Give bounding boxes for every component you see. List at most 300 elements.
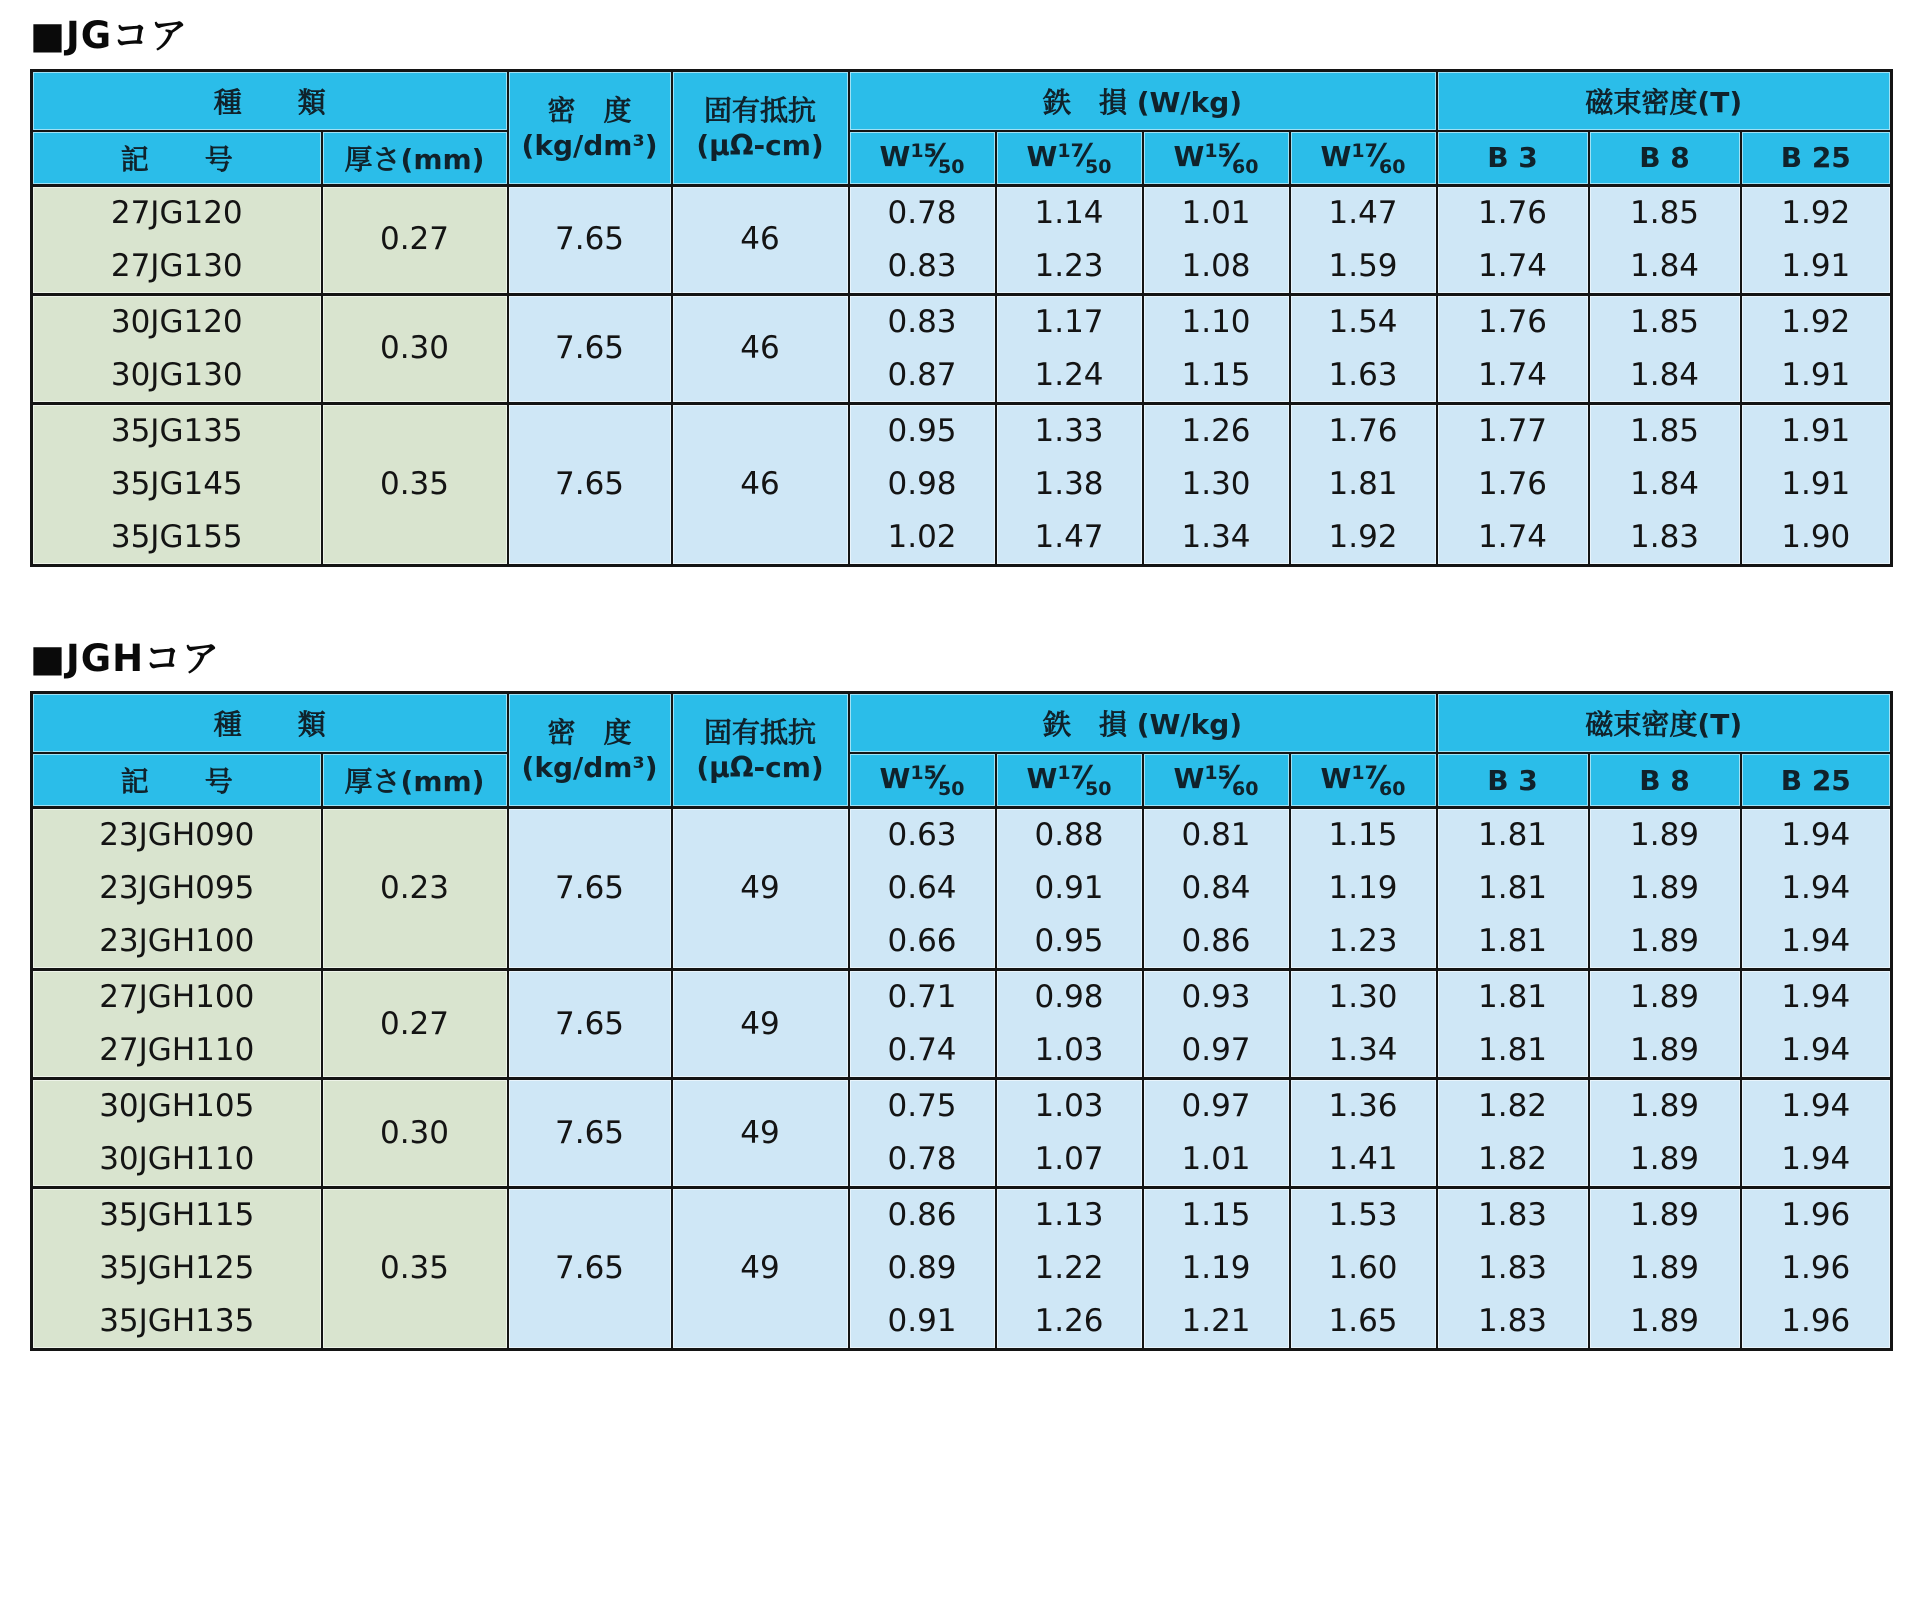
w-superscript: 17 [1057,139,1084,162]
w17-50-cell [996,185,1143,294]
jgh-core-table-container [30,691,1890,1351]
b3-cell [1437,970,1589,1079]
density-cell [508,403,672,565]
data-value: 0.86 [887,1197,957,1234]
w-base: W [1026,139,1058,173]
col-header-flux-density: 磁束密度(T) [1437,693,1892,754]
data-value: 0.78 [887,194,957,231]
w-subscript: 60 [1232,778,1259,801]
density-cell [508,1079,672,1188]
data-value: 1.23 [1034,247,1104,284]
data-value: 0.88 [1034,817,1104,854]
density-value: 7.65 [555,1250,625,1287]
product-group-row [32,294,1892,403]
data-value: 1.94 [1781,1032,1851,1069]
resistivity-value: 46 [740,330,780,367]
product-code: 23JGH090 [99,817,255,854]
product-code: 35JG155 [110,518,243,555]
product-group-row [32,808,1892,970]
density-cell [508,185,672,294]
product-code: 27JG120 [110,194,243,231]
w17-60-cell [1290,1079,1437,1188]
data-value: 1.17 [1034,303,1104,340]
product-code: 35JGH115 [99,1197,255,1234]
data-value: 1.01 [1181,1141,1251,1178]
b3-cell [1437,1079,1589,1188]
section-heading-jg-core: ■JGコア [30,14,189,57]
data-value: 1.41 [1328,1141,1398,1178]
data-value: 0.95 [1034,923,1104,960]
data-value: 0.89 [887,1250,957,1287]
data-value: 1.91 [1781,412,1851,449]
data-value: 1.83 [1478,1303,1548,1340]
w17-60-cell [1290,185,1437,294]
data-value: 1.89 [1630,1197,1700,1234]
data-value: 1.74 [1478,356,1548,393]
b8-cell [1589,185,1741,294]
data-value: 0.97 [1181,1088,1251,1125]
data-value: 1.36 [1328,1088,1398,1125]
w-superscript: 15 [910,139,937,162]
data-value: 1.84 [1630,356,1700,393]
w17-60-cell [1290,294,1437,403]
w-subscript: 50 [938,778,965,801]
density-value: 7.65 [555,870,625,907]
table-body [32,185,1892,565]
col-header-resistivity [672,70,849,185]
b8-cell [1589,403,1741,565]
resistivity-label-line2: (μΩ-cm) [696,128,824,162]
density-label-line2: (kg/dm³) [521,751,658,785]
product-group-row [32,403,1892,565]
product-code: 30JGH110 [99,1141,255,1178]
data-value: 1.47 [1034,518,1104,555]
data-value: 1.59 [1328,247,1398,284]
data-value: 1.96 [1781,1303,1851,1340]
data-value: 1.83 [1630,518,1700,555]
data-value: 1.92 [1328,518,1398,555]
data-value: 1.89 [1630,1303,1700,1340]
data-value: 1.38 [1034,465,1104,502]
data-value: 0.75 [887,1088,957,1125]
product-code: 30JG130 [110,356,243,393]
w17-50-cell [996,970,1143,1079]
fraction-slash-icon: ⁄ [1228,137,1235,174]
data-value: 1.23 [1328,923,1398,960]
w17-60-cell [1290,808,1437,970]
data-value: 1.03 [1034,1088,1104,1125]
data-value: 1.54 [1328,303,1398,340]
data-value: 1.89 [1630,979,1700,1016]
data-value: 1.33 [1034,412,1104,449]
product-code: 23JGH095 [99,870,255,907]
data-value: 1.30 [1181,465,1251,502]
thickness-value: 0.27 [379,1005,450,1042]
data-value: 1.94 [1781,979,1851,1016]
data-value: 0.71 [887,979,957,1016]
data-value: 1.22 [1034,1250,1104,1287]
col-header-bB25: B 25 [1741,753,1892,808]
col-header-w17-60 [1290,753,1437,808]
data-value: 1.94 [1781,870,1851,907]
code-cell [32,185,322,294]
fraction-slash-icon: ⁄ [1081,760,1088,797]
data-value: 1.34 [1328,1032,1398,1069]
data-value: 1.13 [1034,1197,1104,1234]
col-header-code: 記 号 [32,753,322,808]
data-value: 0.91 [887,1303,957,1340]
header-row-1 [32,693,1892,754]
data-value: 0.95 [887,412,957,449]
thickness-cell [322,808,508,970]
data-value: 0.63 [887,817,957,854]
data-value: 1.83 [1478,1197,1548,1234]
data-value: 1.85 [1630,412,1700,449]
code-cell [32,403,322,565]
code-cell [32,294,322,403]
data-value: 1.84 [1630,465,1700,502]
w-base: W [1173,139,1205,173]
w17-60-cell [1290,403,1437,565]
col-header-resistivity [672,693,849,808]
w-base: W [879,762,911,796]
fraction-slash-icon: ⁄ [1081,137,1088,174]
density-value: 7.65 [555,330,625,367]
data-value: 1.91 [1781,247,1851,284]
resistivity-label-line2: (μΩ-cm) [696,751,824,785]
density-value: 7.65 [555,1114,625,1151]
data-value: 1.92 [1781,194,1851,231]
thickness-cell [322,185,508,294]
col-header-density [508,70,672,185]
data-value: 1.81 [1478,1032,1548,1069]
resistivity-cell [672,185,849,294]
col-header-density [508,693,672,808]
data-value: 1.81 [1328,465,1398,502]
code-cell [32,808,322,970]
code-cell [32,1079,322,1188]
resistivity-cell [672,808,849,970]
data-value: 1.94 [1781,1141,1851,1178]
w15-50-cell [849,1079,996,1188]
data-value: 1.81 [1478,817,1548,854]
w-subscript: 50 [1085,155,1112,178]
data-value: 1.81 [1478,923,1548,960]
col-header-w15-60 [1143,131,1290,186]
data-value: 0.78 [887,1141,957,1178]
data-value: 1.89 [1630,1032,1700,1069]
w15-60-cell [1143,294,1290,403]
resistivity-value: 49 [740,1005,780,1042]
density-cell [508,1188,672,1350]
data-value: 1.14 [1034,194,1104,231]
header-row-2 [32,131,1892,186]
density-label-line1: 密 度 [547,93,632,127]
w17-50-cell [996,294,1143,403]
density-cell [508,808,672,970]
b8-cell [1589,970,1741,1079]
thickness-value: 0.27 [379,221,450,258]
col-header-thickness: 厚さ(mm) [322,131,508,186]
data-value: 1.02 [887,518,957,555]
thickness-value: 0.30 [379,1114,450,1151]
col-header-thickness: 厚さ(mm) [322,753,508,808]
col-header-bB3: B 3 [1437,753,1589,808]
density-value: 7.65 [555,1005,625,1042]
col-header-code: 記 号 [32,131,322,186]
thickness-cell [322,403,508,565]
product-code: 35JG135 [110,412,243,449]
data-value: 1.89 [1630,1088,1700,1125]
density-label-line1: 密 度 [547,716,632,750]
w-base: W [1320,139,1352,173]
data-value: 0.66 [887,923,957,960]
resistivity-value: 49 [740,1114,780,1151]
data-value: 1.76 [1478,194,1548,231]
w15-50-cell [849,1188,996,1350]
data-value: 0.97 [1181,1032,1251,1069]
resistivity-cell [672,1188,849,1350]
b3-cell [1437,185,1589,294]
w-base: W [879,139,911,173]
data-value: 1.03 [1034,1032,1104,1069]
product-group-row [32,1079,1892,1188]
thickness-cell [322,1079,508,1188]
data-value: 1.94 [1781,923,1851,960]
code-cell [32,1188,322,1350]
data-value: 1.65 [1328,1303,1398,1340]
data-value: 1.94 [1781,817,1851,854]
w-subscript: 50 [1085,778,1112,801]
data-value: 0.74 [887,1032,957,1069]
data-value: 0.93 [1181,979,1251,1016]
thickness-cell [322,1188,508,1350]
w17-60-cell [1290,970,1437,1079]
data-value: 1.26 [1181,412,1251,449]
data-value: 0.83 [887,247,957,284]
density-value: 7.65 [555,221,625,258]
w-subscript: 60 [1379,778,1406,801]
col-header-flux-density: 磁束密度(T) [1437,70,1892,131]
data-value: 1.19 [1328,870,1398,907]
data-value: 1.07 [1034,1141,1104,1178]
data-value: 1.85 [1630,194,1700,231]
w-base: W [1173,762,1205,796]
data-value: 1.08 [1181,247,1251,284]
table-body [32,808,1892,1350]
col-header-w15-50 [849,753,996,808]
data-value: 1.89 [1630,870,1700,907]
b25-cell [1741,808,1892,970]
col-header-w17-60 [1290,131,1437,186]
w15-50-cell [849,970,996,1079]
data-value: 1.19 [1181,1250,1251,1287]
thickness-cell [322,294,508,403]
fraction-slash-icon: ⁄ [1228,760,1235,797]
density-label-line2: (kg/dm³) [521,128,658,162]
w15-60-cell [1143,1188,1290,1350]
data-value: 1.74 [1478,247,1548,284]
col-header-bB8: B 8 [1589,131,1741,186]
data-value: 0.64 [887,870,957,907]
w15-60-cell [1143,185,1290,294]
data-value: 1.15 [1328,817,1398,854]
b25-cell [1741,294,1892,403]
data-value: 0.87 [887,356,957,393]
w-superscript: 17 [1057,762,1084,785]
data-value: 1.15 [1181,356,1251,393]
product-code: 35JGH135 [99,1303,255,1340]
resistivity-label-line1: 固有抵抗 [704,716,817,750]
data-value: 1.15 [1181,1197,1251,1234]
w15-50-cell [849,403,996,565]
product-code: 27JGH100 [99,979,255,1016]
jg-core-table-container [30,69,1890,567]
w17-50-cell [996,403,1143,565]
b25-cell [1741,970,1892,1079]
resistivity-cell [672,1079,849,1188]
resistivity-value: 46 [740,465,780,502]
w15-50-cell [849,185,996,294]
w-superscript: 15 [1204,139,1231,162]
w15-50-cell [849,808,996,970]
w15-60-cell [1143,1079,1290,1188]
col-header-bB25: B 25 [1741,131,1892,186]
w-base: W [1026,762,1058,796]
spec-table [30,691,1893,1351]
w15-60-cell [1143,403,1290,565]
product-code: 35JG145 [110,465,243,502]
data-value: 1.24 [1034,356,1104,393]
table-header [32,693,1892,808]
w17-50-cell [996,1188,1143,1350]
b25-cell [1741,403,1892,565]
thickness-value: 0.35 [379,1250,450,1287]
fraction-slash-icon: ⁄ [934,760,941,797]
resistivity-cell [672,403,849,565]
thickness-value: 0.30 [379,330,450,367]
data-value: 1.89 [1630,923,1700,960]
data-value: 1.76 [1478,303,1548,340]
w-superscript: 17 [1351,762,1378,785]
data-value: 1.76 [1328,412,1398,449]
w17-50-cell [996,808,1143,970]
resistivity-value: 46 [740,221,780,258]
col-header-iron-loss: 鉄 損 (W/kg) [849,70,1437,131]
data-value: 0.91 [1034,870,1104,907]
w-superscript: 17 [1351,139,1378,162]
thickness-value: 0.23 [379,870,450,907]
data-value: 1.21 [1181,1303,1251,1340]
col-header-bB8: B 8 [1589,753,1741,808]
col-header-bB3: B 3 [1437,131,1589,186]
w15-60-cell [1143,808,1290,970]
w-subscript: 60 [1232,155,1259,178]
data-value: 0.83 [887,303,957,340]
b3-cell [1437,1188,1589,1350]
data-value: 1.01 [1181,194,1251,231]
resistivity-cell [672,970,849,1079]
data-value: 1.90 [1781,518,1851,555]
data-value: 1.63 [1328,356,1398,393]
col-header-iron-loss: 鉄 損 (W/kg) [849,693,1437,754]
density-cell [508,970,672,1079]
col-header-category: 種 類 [32,693,508,754]
w15-60-cell [1143,970,1290,1079]
b25-cell [1741,185,1892,294]
thickness-cell [322,970,508,1079]
density-cell [508,294,672,403]
product-group-row [32,970,1892,1079]
w-superscript: 15 [1204,762,1231,785]
product-code: 23JGH100 [99,923,255,960]
data-value: 1.89 [1630,1141,1700,1178]
data-value: 1.81 [1478,979,1548,1016]
header-row-2 [32,753,1892,808]
b3-cell [1437,808,1589,970]
product-group-row [32,185,1892,294]
data-value: 1.74 [1478,518,1548,555]
w-subscript: 60 [1379,155,1406,178]
data-value: 1.84 [1630,247,1700,284]
thickness-value: 0.35 [379,465,450,502]
data-value: 0.98 [887,465,957,502]
data-value: 1.30 [1328,979,1398,1016]
data-value: 0.86 [1181,923,1251,960]
product-group-row [32,1188,1892,1350]
density-value: 7.65 [555,465,625,502]
w15-50-cell [849,294,996,403]
data-value: 1.91 [1781,356,1851,393]
data-value: 1.82 [1478,1141,1548,1178]
product-code: 27JGH110 [99,1032,255,1069]
col-header-w15-60 [1143,753,1290,808]
data-value: 0.84 [1181,870,1251,907]
col-header-w15-50 [849,131,996,186]
data-value: 1.89 [1630,817,1700,854]
b25-cell [1741,1079,1892,1188]
fraction-slash-icon: ⁄ [1375,137,1382,174]
col-header-w17-50 [996,131,1143,186]
data-value: 1.81 [1478,870,1548,907]
product-code: 30JGH105 [99,1088,255,1125]
resistivity-label-line1: 固有抵抗 [704,93,817,127]
data-value: 1.92 [1781,303,1851,340]
data-value: 1.76 [1478,465,1548,502]
col-header-w17-50 [996,753,1143,808]
b8-cell [1589,1079,1741,1188]
data-value: 1.96 [1781,1250,1851,1287]
data-value: 1.26 [1034,1303,1104,1340]
data-value: 1.10 [1181,303,1251,340]
data-value: 1.89 [1630,1250,1700,1287]
b3-cell [1437,294,1589,403]
w-subscript: 50 [938,155,965,178]
data-value: 1.60 [1328,1250,1398,1287]
header-row-1 [32,70,1892,131]
data-value: 1.85 [1630,303,1700,340]
data-value: 0.98 [1034,979,1104,1016]
resistivity-value: 49 [740,1250,780,1287]
table-header [32,70,1892,185]
fraction-slash-icon: ⁄ [934,137,941,174]
data-value: 1.94 [1781,1088,1851,1125]
data-value: 1.47 [1328,194,1398,231]
col-header-category: 種 類 [32,70,508,131]
data-value: 1.34 [1181,518,1251,555]
w17-60-cell [1290,1188,1437,1350]
b8-cell [1589,294,1741,403]
